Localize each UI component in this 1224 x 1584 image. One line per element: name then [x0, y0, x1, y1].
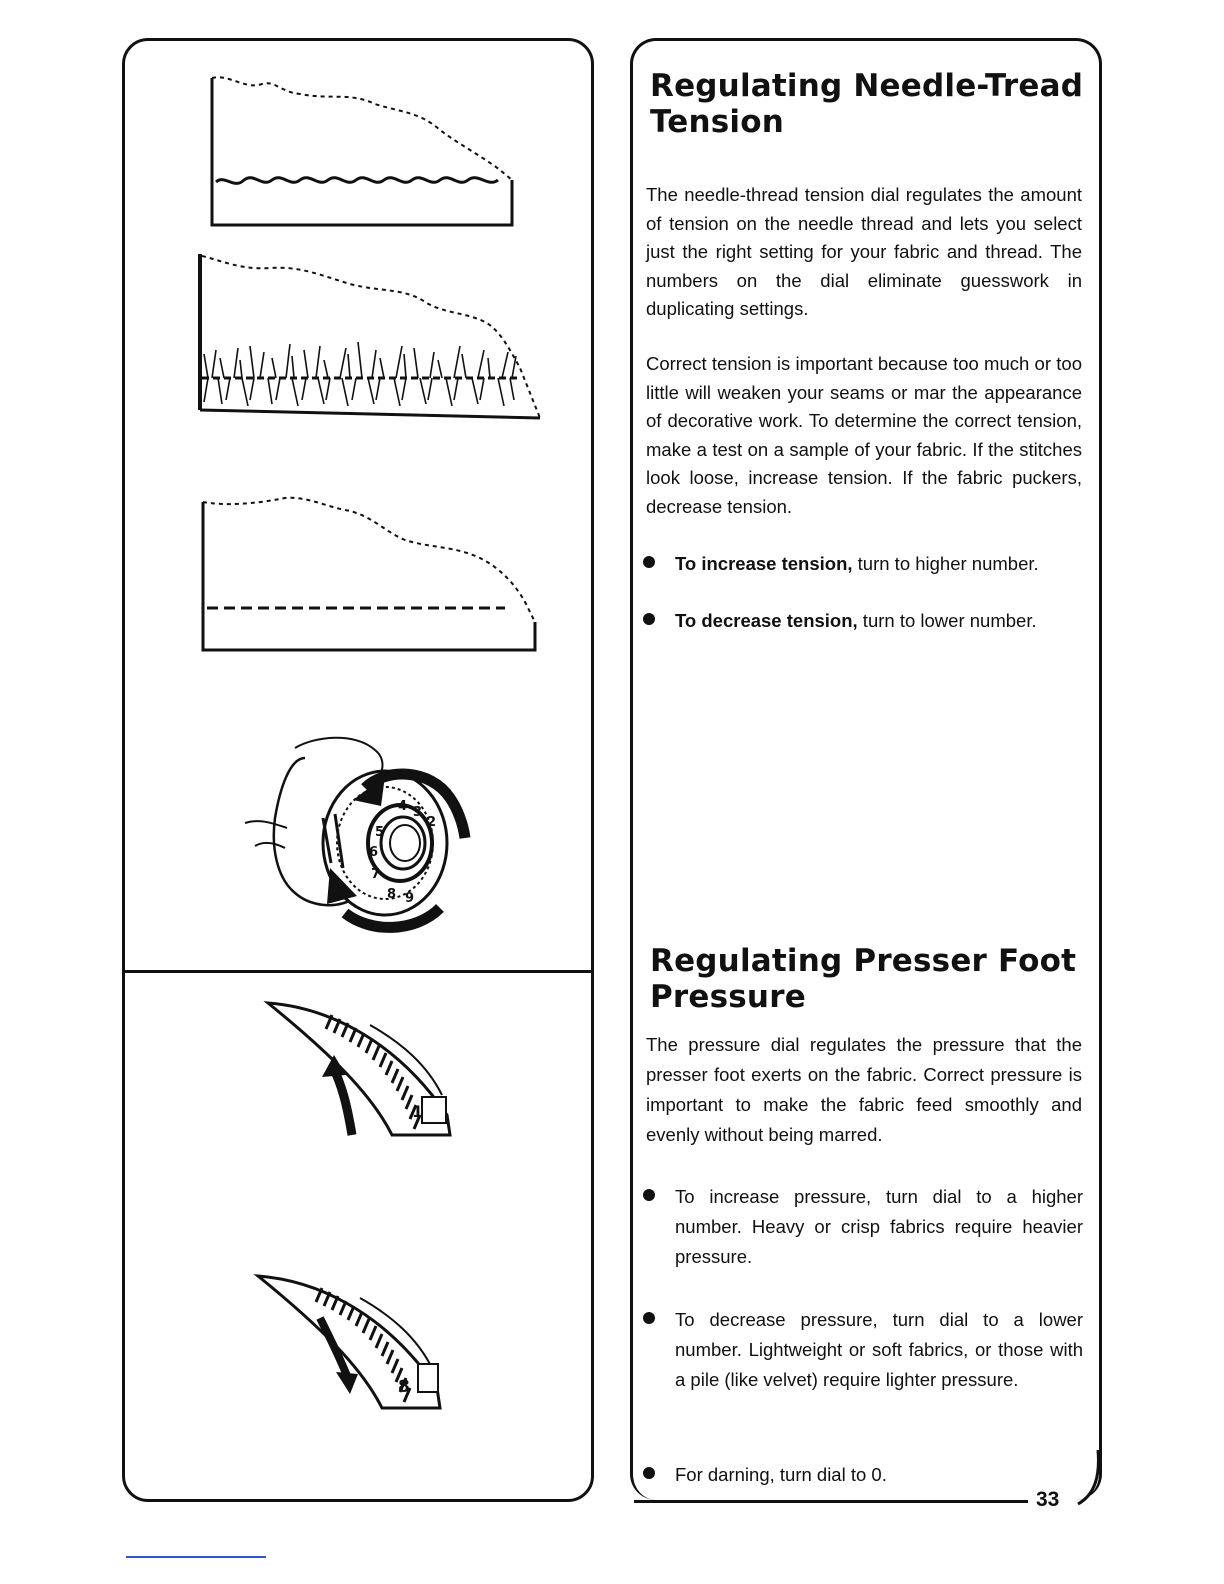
decrease-pressure-bullet: To decrease pressure, turn dial to a lower number. Lightweight or soft fabrics, or those with a pile (like velvet) require lighter pressure.	[643, 1305, 1083, 1395]
dial-number-8: 8	[387, 887, 397, 902]
tension-paragraph-1: The needle-thread tension dial regulates the amount of tension on the needle thread and lets you select just the right setting for your fabric and thread. The numbers on the dial eliminate guesswork in duplicating settings.	[646, 184, 1082, 319]
increase-tension-bullet: To increase tension, turn to higher number.	[643, 549, 1083, 579]
dial-number-9: 9	[405, 891, 415, 906]
pressure-dial-label-8: 8	[398, 1377, 410, 1397]
darning-bullet: For darning, turn dial to 0.	[643, 1460, 1083, 1490]
increase-pressure-bullet: To increase pressure, turn dial to a higher number. Heavy or crisp fabrics require heavier pressure.	[643, 1182, 1083, 1272]
dial-number-5: 5	[375, 825, 385, 840]
fabric-sample-pile-illustration	[190, 250, 550, 425]
bullet-dot	[643, 1312, 655, 1324]
pressure-dial-increase-illustration	[262, 995, 462, 1140]
bullet-dot	[643, 1467, 655, 1479]
bottom-rule	[634, 1500, 1028, 1503]
dial-number-6: 6	[369, 845, 379, 860]
panel-corner-curl	[1074, 1450, 1104, 1510]
page-number: 33	[1036, 1488, 1060, 1511]
pressure-dial-decrease-illustration	[252, 1268, 452, 1413]
decrease-tension-bullet: To decrease tension, turn to lower number.	[643, 606, 1083, 636]
fabric-sample-balanced-illustration	[195, 492, 545, 657]
fabric-sample-tight-illustration	[200, 70, 530, 230]
needle-thread-tension-heading: Regulating Needle-Tread Tension	[650, 68, 1084, 140]
dial-number-2: 2	[427, 815, 437, 830]
pressure-paragraph-1: The pressure dial regulates the pressure that the presser foot exerts on the fabric. Correct pressure is important to make the fabric feed smoothly and evenly without being marred.	[646, 1034, 1082, 1145]
dial-number-4: 4	[398, 799, 408, 814]
dial-number-3: 3	[413, 805, 423, 820]
tension-dial-illustration	[235, 728, 475, 943]
panel-divider	[122, 970, 594, 973]
bullet-dot	[643, 556, 655, 568]
footer-link-underline	[126, 1556, 266, 1558]
tension-paragraph-2: Correct tension is important because too much or too little will weaken your seams or mar the appearance of decorative work. To determine the correct tension, make a test on a sample of your fabric. If the stitches look loose, increase tension. If the fabric puckers, decrease tension.	[646, 353, 1082, 517]
pressure-dial-label-1: 1	[412, 1102, 424, 1121]
dial-number-7: 7	[371, 867, 381, 882]
bullet-dot	[643, 1189, 655, 1201]
presser-foot-pressure-heading: Regulating Presser Foot Pressure	[650, 943, 1077, 1015]
bullet-dot	[643, 613, 655, 625]
